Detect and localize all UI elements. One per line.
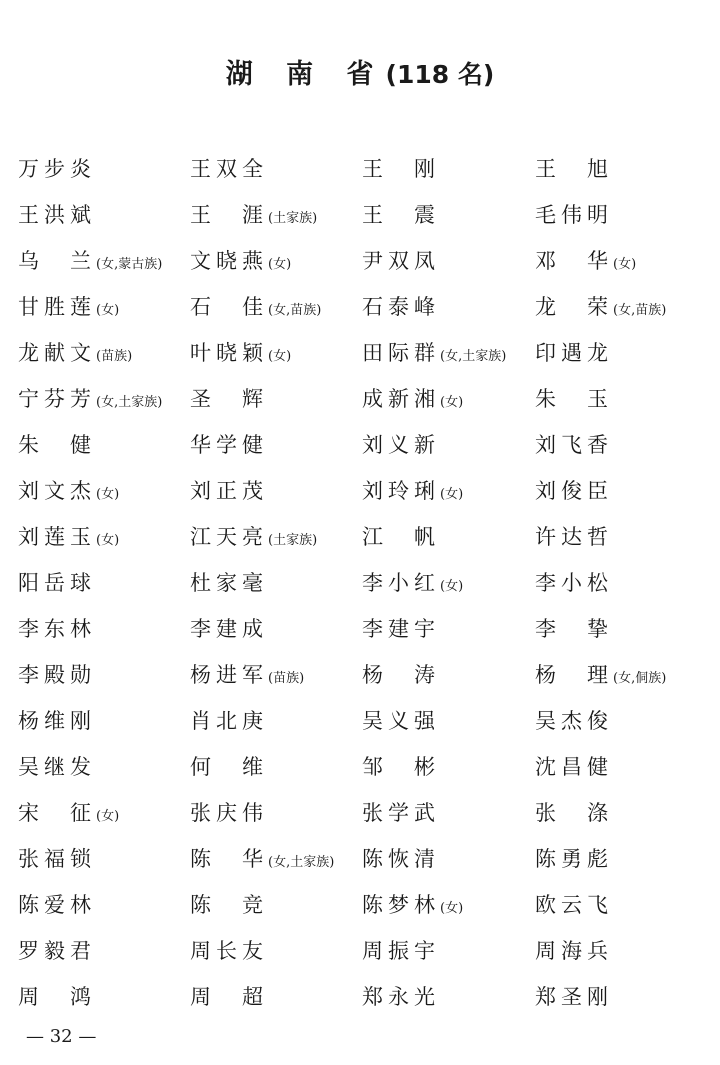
person-name: 朱 健 (18, 433, 96, 457)
list-item (18, 284, 119, 334)
person-name: 罗毅君 (18, 939, 96, 963)
person-name: 欧云飞 (535, 893, 613, 917)
person-name: 甘胜莲 (18, 295, 96, 319)
person-name: 李建宇 (362, 617, 440, 641)
list-item (362, 974, 440, 1020)
list-item (535, 422, 613, 468)
person-name: 沈昌健 (535, 755, 613, 779)
person-name: 许达哲 (535, 525, 613, 549)
person-annotation: (土家族) (268, 533, 318, 548)
list-row (18, 238, 718, 284)
person-name: 朱 玉 (535, 387, 613, 411)
list-item (362, 284, 440, 330)
person-annotation: (女) (96, 303, 120, 318)
person-name: 刘飞香 (535, 433, 613, 457)
list-item (18, 376, 162, 426)
person-name: 张福锁 (18, 847, 96, 871)
person-name: 毛伟明 (535, 203, 613, 227)
list-item (190, 284, 321, 334)
list-item (190, 606, 268, 652)
list-item (18, 330, 132, 380)
person-name: 杨 涛 (362, 663, 440, 687)
list-item (362, 698, 440, 744)
list-item (362, 606, 440, 652)
list-item (535, 284, 666, 334)
list-item (362, 192, 440, 238)
list-item (362, 330, 506, 380)
person-name: 龙 荣 (535, 295, 613, 319)
list-row (18, 974, 718, 1020)
person-name: 郑圣刚 (535, 985, 613, 1009)
person-name: 刘莲玉 (18, 525, 96, 549)
person-name: 吴杰俊 (535, 709, 613, 733)
person-name: 王 旭 (535, 157, 613, 181)
list-item (190, 836, 334, 886)
person-name: 周振宇 (362, 939, 440, 963)
list-item (535, 376, 613, 422)
page-title (0, 52, 720, 91)
list-item (18, 514, 119, 564)
list-row (18, 192, 718, 238)
person-name: 华学健 (190, 433, 268, 457)
list-item (18, 560, 96, 606)
person-name: 刘义新 (362, 433, 440, 457)
list-item (362, 560, 463, 610)
person-name: 陈恢清 (362, 847, 440, 871)
person-name: 李东林 (18, 617, 96, 641)
list-item (362, 422, 440, 468)
person-name: 王双全 (190, 157, 268, 181)
list-item (18, 836, 96, 882)
list-item (535, 514, 613, 560)
person-name: 刘玲琍 (362, 479, 440, 503)
person-name: 周 鸿 (18, 985, 96, 1009)
person-name: 张庆伟 (190, 801, 268, 825)
person-name: 吴继发 (18, 755, 96, 779)
person-name: 文晓燕 (190, 249, 268, 273)
person-name: 李殿勋 (18, 663, 96, 687)
list-row (18, 836, 718, 882)
person-annotation: (女,土家族) (268, 855, 335, 870)
person-name: 田际群 (362, 341, 440, 365)
list-item (18, 652, 96, 698)
person-name: 王 涯 (190, 203, 268, 227)
title-count: (118 名) (385, 60, 495, 89)
list-item (535, 238, 636, 288)
person-name: 肖北庚 (190, 709, 268, 733)
list-item (535, 606, 613, 652)
person-name: 石 佳 (190, 295, 268, 319)
person-annotation: (女,苗族) (268, 303, 322, 318)
person-name: 杨 理 (535, 663, 613, 687)
list-item (362, 836, 440, 882)
list-item (18, 606, 96, 652)
person-name: 杜家毫 (190, 571, 268, 595)
list-item (18, 744, 96, 790)
list-row (18, 422, 718, 468)
title-province: 湖 南 省 (225, 59, 386, 90)
list-row (18, 928, 718, 974)
person-annotation: (女,土家族) (96, 395, 163, 410)
person-name: 陈 竞 (190, 893, 268, 917)
list-item (535, 974, 613, 1020)
person-name: 周长友 (190, 939, 268, 963)
person-name: 万步炎 (18, 157, 96, 181)
list-item (190, 422, 268, 468)
person-name: 陈 华 (190, 847, 268, 871)
person-name: 王 刚 (362, 157, 440, 181)
person-name: 邓 华 (535, 249, 613, 273)
person-name: 邹 彬 (362, 755, 440, 779)
list-item (535, 698, 613, 744)
list-row (18, 330, 718, 376)
list-item (18, 146, 96, 192)
person-name: 吴义强 (362, 709, 440, 733)
list-row (18, 698, 718, 744)
list-item (362, 146, 440, 192)
person-annotation: (女,蒙古族) (96, 257, 163, 272)
person-name: 刘文杰 (18, 479, 96, 503)
list-item (362, 376, 463, 426)
person-name: 圣 辉 (190, 387, 268, 411)
list-row (18, 606, 718, 652)
person-annotation: (女) (440, 395, 464, 410)
list-item (535, 652, 666, 702)
person-name: 龙献文 (18, 341, 96, 365)
list-item (535, 192, 613, 238)
list-row (18, 376, 718, 422)
person-name: 周海兵 (535, 939, 613, 963)
person-name: 李小红 (362, 571, 440, 595)
list-item (190, 652, 304, 702)
person-name: 刘正茂 (190, 479, 268, 503)
list-item (190, 744, 268, 790)
list-item (18, 238, 162, 288)
person-name: 陈梦林 (362, 893, 440, 917)
list-row (18, 652, 718, 698)
list-item (18, 928, 96, 974)
list-item (362, 744, 440, 790)
list-item (190, 330, 291, 380)
list-row (18, 514, 718, 560)
person-name: 宁芬芳 (18, 387, 96, 411)
list-row (18, 468, 718, 514)
list-row (18, 790, 718, 836)
person-name: 李小松 (535, 571, 613, 595)
page-number: — 32 — (26, 1026, 97, 1047)
list-item (362, 790, 440, 836)
person-annotation: (女,侗族) (613, 671, 667, 686)
person-name: 尹双凤 (362, 249, 440, 273)
person-name: 刘俊臣 (535, 479, 613, 503)
person-annotation: (女) (440, 487, 464, 502)
person-name: 江 帆 (362, 525, 440, 549)
person-name: 李 挚 (535, 617, 613, 641)
person-annotation: (土家族) (268, 211, 318, 226)
person-annotation: (苗族) (96, 349, 133, 364)
list-item (535, 836, 613, 882)
person-annotation: (女) (440, 901, 464, 916)
name-list (18, 146, 718, 1020)
list-item (535, 928, 613, 974)
list-item (18, 468, 119, 518)
person-annotation: (女) (96, 487, 120, 502)
list-item (535, 468, 613, 514)
person-name: 阳岳球 (18, 571, 96, 595)
list-row (18, 744, 718, 790)
list-item (190, 698, 268, 744)
person-name: 石泰峰 (362, 295, 440, 319)
person-name: 江天亮 (190, 525, 268, 549)
list-item (190, 514, 317, 564)
person-annotation: (女) (96, 533, 120, 548)
person-name: 杨维刚 (18, 709, 96, 733)
list-item (190, 238, 291, 288)
list-item (18, 974, 96, 1020)
list-item (362, 468, 463, 518)
person-name: 叶晓颖 (190, 341, 268, 365)
list-item (190, 790, 268, 836)
list-item (535, 882, 613, 928)
person-annotation: (女) (96, 809, 120, 824)
list-item (535, 560, 613, 606)
person-name: 乌 兰 (18, 249, 96, 273)
person-annotation: (女) (440, 579, 464, 594)
person-annotation: (女) (268, 349, 292, 364)
list-item (362, 652, 440, 698)
person-name: 杨进军 (190, 663, 268, 687)
list-item (18, 422, 96, 468)
list-item (190, 928, 268, 974)
list-item (190, 974, 268, 1020)
list-item (190, 560, 268, 606)
list-item (535, 146, 613, 192)
person-annotation: (女) (613, 257, 637, 272)
list-row (18, 284, 718, 330)
person-annotation: (苗族) (268, 671, 305, 686)
list-item (18, 192, 96, 238)
list-item (535, 744, 613, 790)
list-row (18, 882, 718, 928)
list-row (18, 146, 718, 192)
list-row (18, 560, 718, 606)
person-name: 张 涤 (535, 801, 613, 825)
person-name: 宋 征 (18, 801, 96, 825)
person-annotation: (女,土家族) (440, 349, 507, 364)
person-annotation: (女,苗族) (613, 303, 667, 318)
list-item (535, 790, 613, 836)
list-item (18, 882, 96, 928)
list-item (18, 790, 119, 840)
list-item (190, 468, 268, 514)
list-item (362, 882, 463, 932)
list-item (190, 146, 268, 192)
person-name: 张学武 (362, 801, 440, 825)
list-item (362, 238, 440, 284)
list-item (190, 376, 268, 422)
person-name: 王洪斌 (18, 203, 96, 227)
list-item (190, 882, 268, 928)
list-item (362, 514, 440, 560)
person-name: 何 维 (190, 755, 268, 779)
person-name: 王 震 (362, 203, 440, 227)
person-name: 成新湘 (362, 387, 440, 411)
list-item (535, 330, 613, 376)
person-name: 李建成 (190, 617, 268, 641)
person-name: 印遇龙 (535, 341, 613, 365)
person-name: 陈爱林 (18, 893, 96, 917)
person-name: 郑永光 (362, 985, 440, 1009)
person-annotation: (女) (268, 257, 292, 272)
person-name: 陈勇彪 (535, 847, 613, 871)
list-item (190, 192, 317, 242)
list-item (362, 928, 440, 974)
person-name: 周 超 (190, 985, 268, 1009)
list-item (18, 698, 96, 744)
